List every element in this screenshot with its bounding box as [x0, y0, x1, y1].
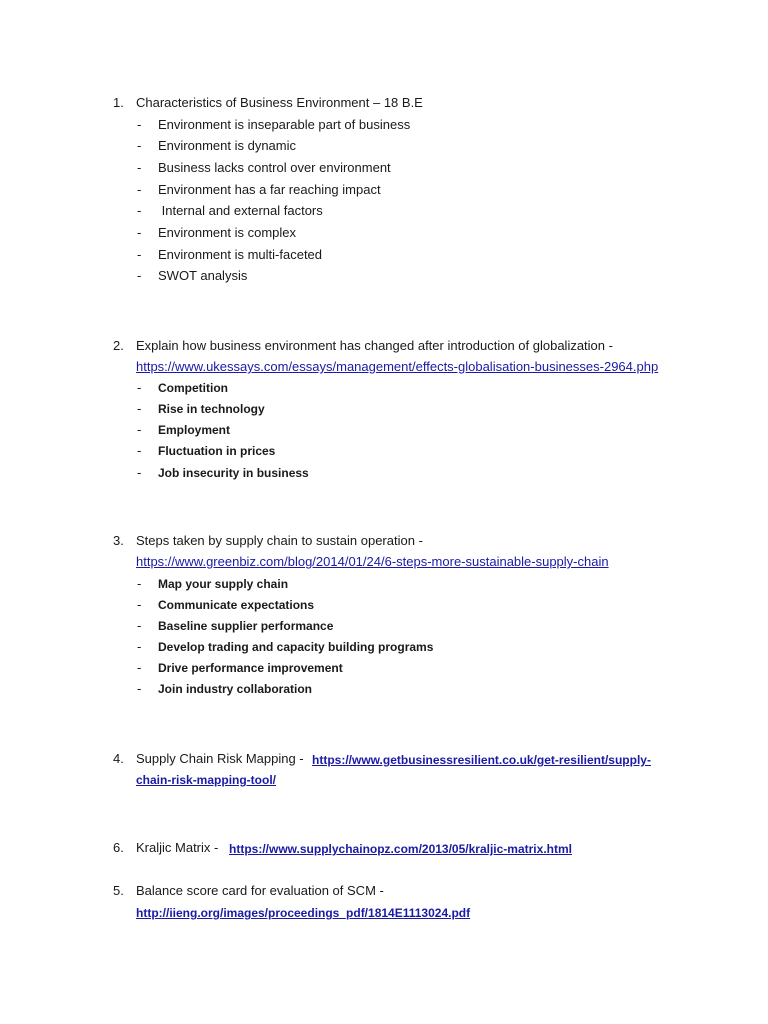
list-item: Drive performance improvement	[158, 661, 343, 675]
list-item: Environment is complex	[158, 225, 296, 240]
reference-link[interactable]: https://www.ukessays.com/essays/management/effects-globalisation-businesses-2964.php	[136, 359, 659, 374]
bullet-dash: -	[137, 225, 142, 240]
list-item: Business lacks control over environment	[158, 160, 391, 175]
bullet-dash: -	[137, 660, 142, 675]
reference-link[interactable]: https://www.getbusinessresilient.co.uk/get-resilient/supply-	[312, 753, 651, 767]
list-item: Baseline supplier performance	[158, 619, 334, 633]
bullet-dash: -	[137, 401, 142, 416]
bullet-dash: -	[137, 160, 142, 175]
list-item: Develop trading and capacity building programs	[158, 640, 434, 654]
bullet-dash: -	[137, 422, 142, 437]
list-item: Communicate expectations	[158, 598, 315, 612]
bullet-dash: -	[137, 182, 142, 197]
bullet-dash: -	[137, 268, 142, 283]
bullet-dash: -	[137, 203, 142, 218]
bullet-dash: -	[137, 138, 142, 153]
item-number: 5.	[113, 883, 124, 898]
bullet-dash: -	[137, 465, 142, 480]
bullet-dash: -	[137, 117, 142, 132]
item-title: Explain how business environment has changed after introduction of globalization -	[136, 338, 613, 353]
list-item: Competition	[158, 381, 228, 395]
bullet-dash: -	[137, 380, 142, 395]
bullet-dash: -	[137, 597, 142, 612]
item-number: 4.	[113, 751, 124, 766]
list-item: Internal and external factors	[158, 203, 323, 218]
bullet-dash: -	[137, 681, 142, 696]
list-item: Fluctuation in prices	[158, 444, 276, 458]
item-title: Balance score card for evaluation of SCM -	[136, 883, 384, 898]
list-item: Employment	[158, 423, 231, 437]
item-title: Steps taken by supply chain to sustain operation -	[136, 533, 423, 548]
item-number: 6.	[113, 840, 124, 855]
item-title: Characteristics of Business Environment – 18 B.E	[136, 95, 423, 110]
bullet-dash: -	[137, 443, 142, 458]
bullet-dash: -	[137, 618, 142, 633]
item-number: 1.	[113, 95, 124, 110]
reference-link[interactable]: https://www.supplychainopz.com/2013/05/kraljic-matrix.html	[229, 842, 572, 856]
item-title: Supply Chain Risk Mapping -	[136, 751, 304, 766]
reference-link[interactable]: https://www.greenbiz.com/blog/2014/01/24/6-steps-more-sustainable-supply-chain	[136, 554, 609, 569]
list-item: Environment is multi-faceted	[158, 247, 323, 262]
list-item: Job insecurity in business	[158, 466, 309, 480]
item-number: 2.	[113, 338, 124, 353]
list-item: SWOT analysis	[158, 268, 248, 283]
list-item: Environment is inseparable part of business	[158, 117, 411, 132]
list-item: Join industry collaboration	[158, 682, 313, 696]
list-item: Rise in technology	[158, 402, 265, 416]
bullet-dash: -	[137, 639, 142, 654]
reference-link-continued[interactable]: chain-risk-mapping-tool/	[136, 773, 277, 787]
reference-link[interactable]: http://iieng.org/images/proceedings_pdf/1814E1113024.pdf	[136, 906, 471, 920]
list-item: Environment is dynamic	[158, 138, 296, 153]
item-number: 3.	[113, 533, 124, 548]
list-item: Environment has a far reaching impact	[158, 182, 381, 197]
bullet-dash: -	[137, 247, 142, 262]
list-item: Map your supply chain	[158, 577, 289, 591]
bullet-dash: -	[137, 576, 142, 591]
item-title: Kraljic Matrix -	[136, 840, 219, 855]
